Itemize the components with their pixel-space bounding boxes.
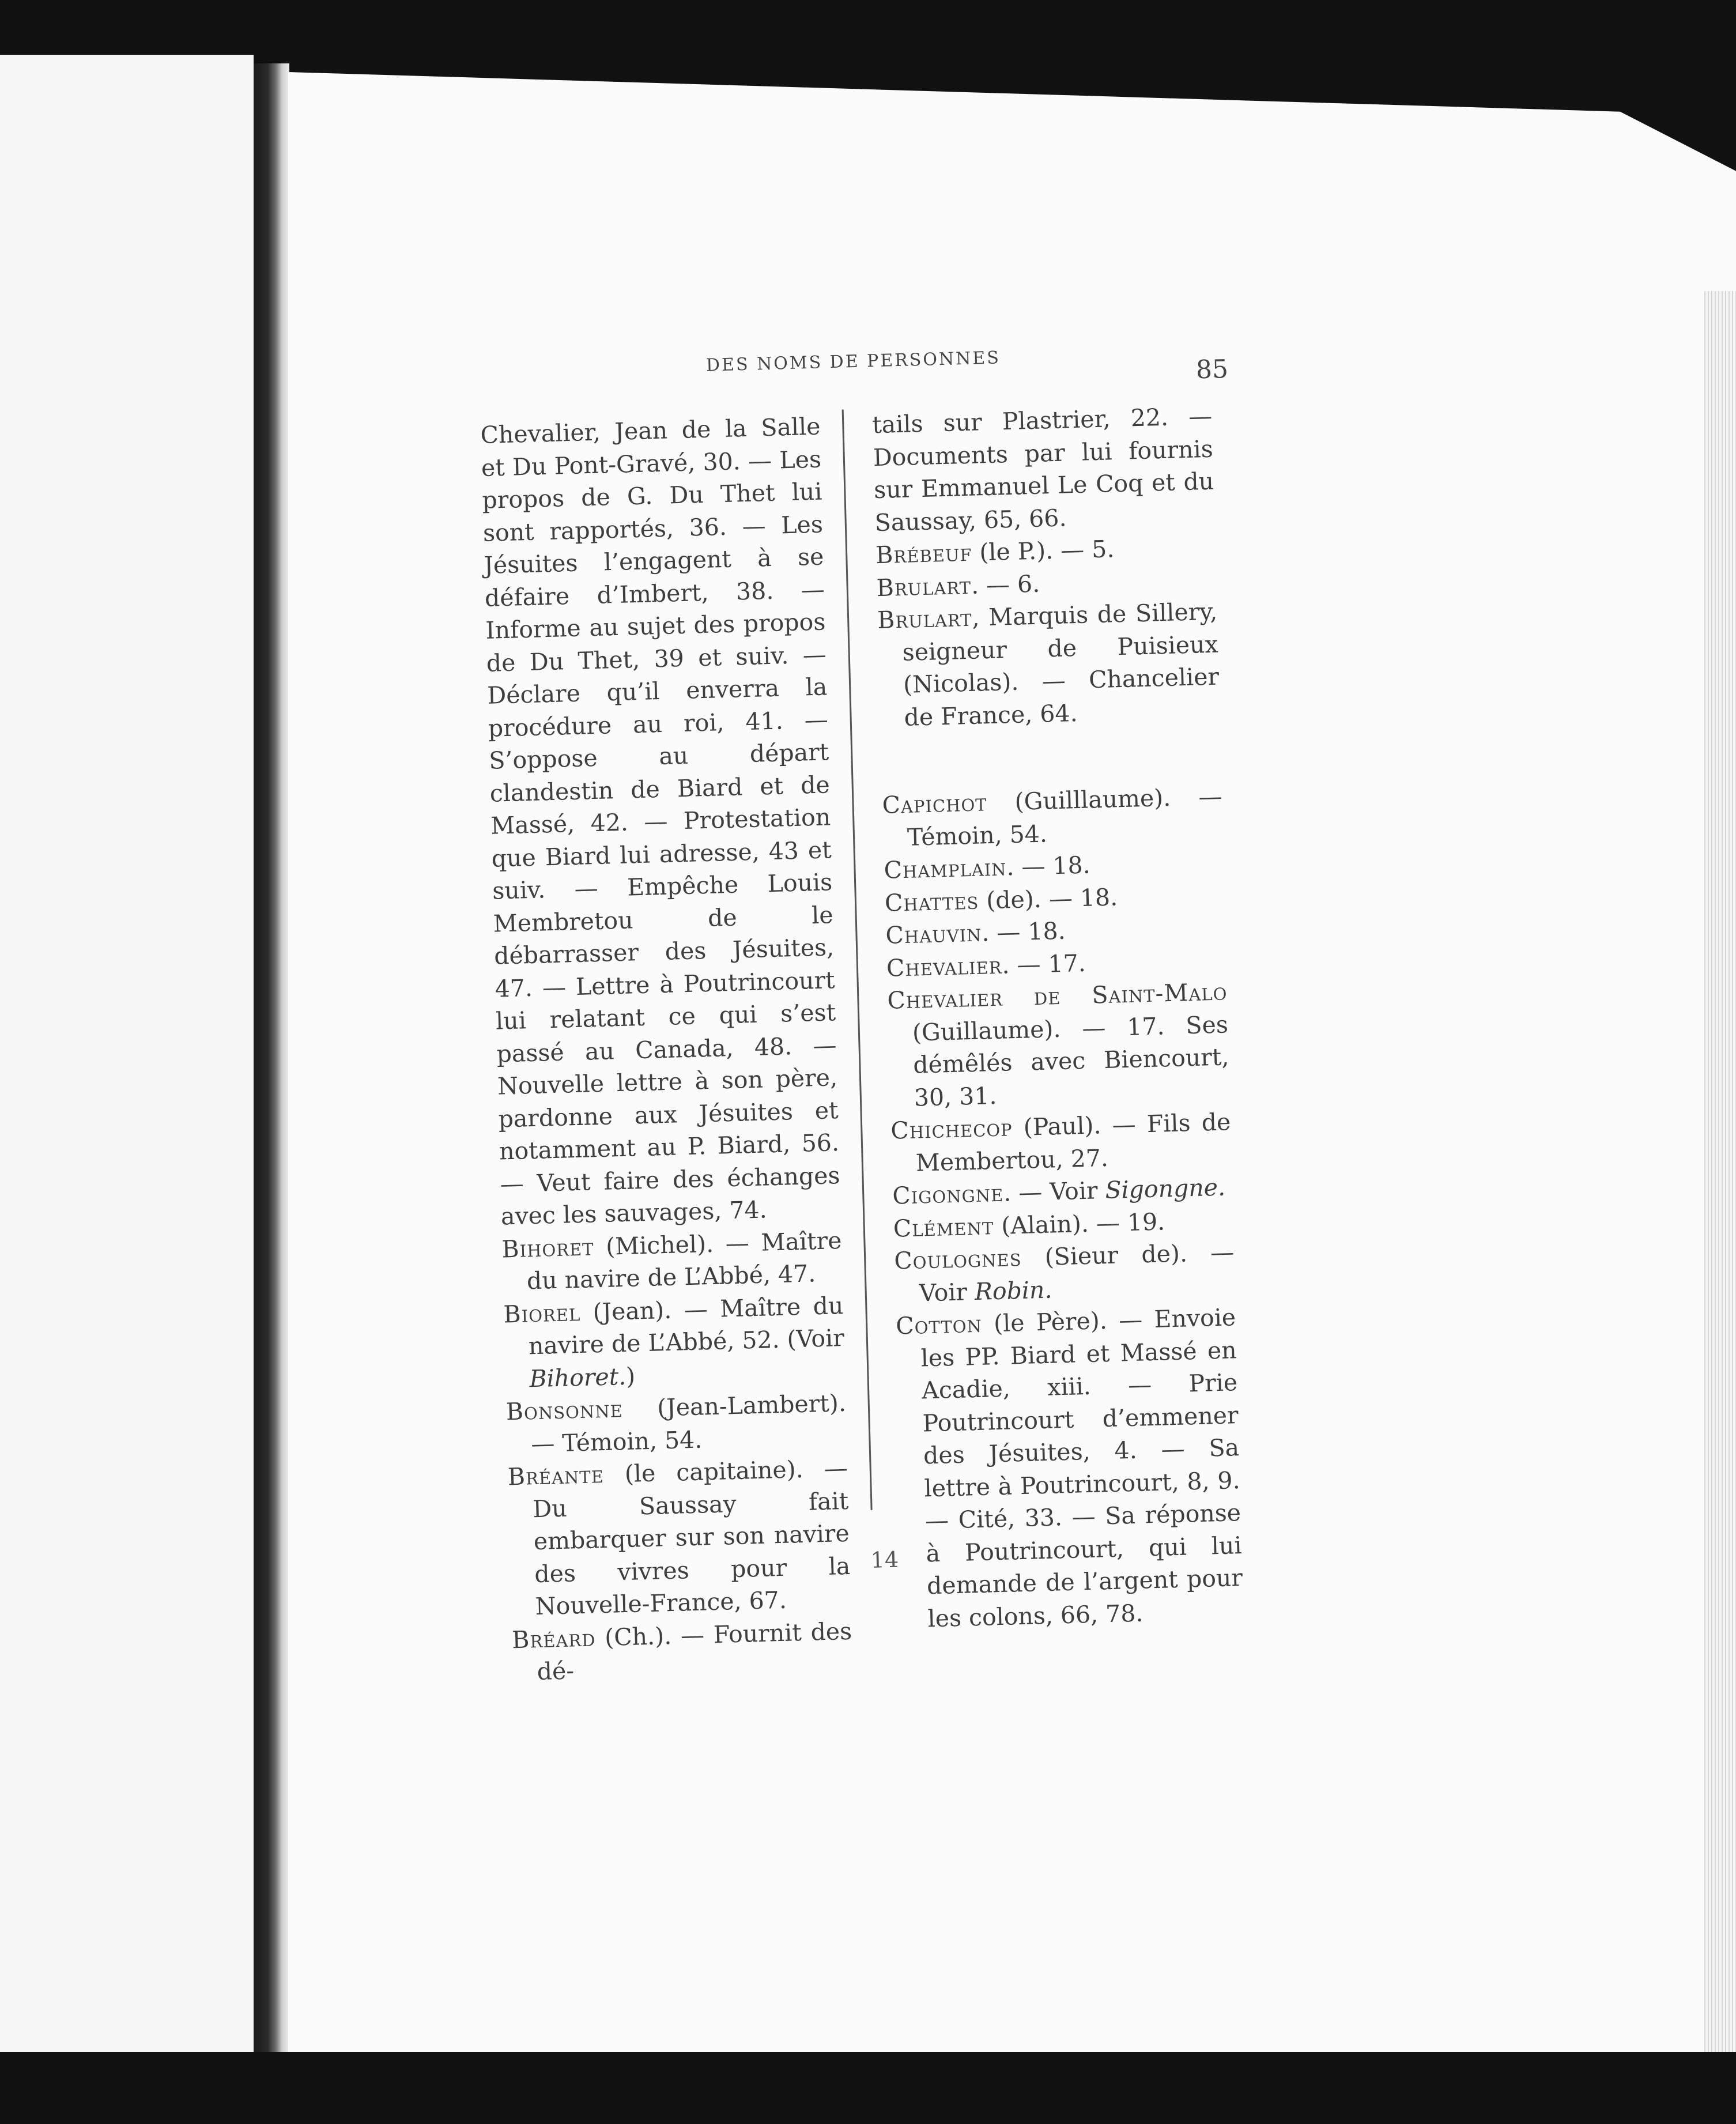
entry-name: Chevalier (886, 951, 1003, 982)
index-entry (480, 410, 841, 1233)
entry-name: Biorel (503, 1298, 581, 1328)
entry-text: tails sur Plastrier, 22. — Documents par lui fournis sur Emmanuel Le Coq et du Saussay, 65, 66. (871, 402, 1214, 537)
index-entry (877, 595, 1220, 734)
entry-text: (Jean-Lambert). — Témoin, 54. (530, 1389, 847, 1458)
entry-name: Bihoret (501, 1232, 595, 1263)
index-entry (503, 1289, 846, 1396)
entry-text: (Ch.). — Fournit des dé- (537, 1617, 852, 1686)
entry-name: Capichot (881, 789, 988, 819)
entry-reference: Bihoret. (529, 1362, 627, 1393)
index-entry (887, 975, 1231, 1114)
entry-text: (Guilllaume). — Témoin, 54. (907, 782, 1223, 851)
entry-text: (Guillaume). — 17. Ses démêlés avec Biencourt, 30, 31. (912, 1010, 1229, 1112)
entry-reference: Sigongne. (1104, 1173, 1226, 1205)
page-content (478, 342, 1261, 1686)
entry-name: Bréante (507, 1460, 605, 1491)
entry-text: (le Père). — Envoie les PP. Biard et Massé en Acadie, xiii. — Prie Poutrincourt d’emmener des Jésuites, 4. — Sa lettre à Poutrincourt, 8, 9. — Cité, 33. — Sa réponse à Poutrincourt, qui lui demande de l’argent pour les colons, 66, 78. (920, 1303, 1243, 1632)
entry-name: Chichecop (890, 1114, 1013, 1145)
index-column-left (480, 410, 853, 1689)
entry-text: (Jean). — Maître du navire de L’Abbé, 52. (Voir (528, 1291, 845, 1360)
index-entry (501, 1224, 843, 1298)
entry-name: Coulognes (893, 1243, 1022, 1275)
entry-text: (Sieur de). — Voir (919, 1238, 1235, 1307)
entry-name: Chattes (884, 886, 979, 917)
entry-text: (de). — 18. (978, 882, 1118, 915)
entry-name: Bréard (511, 1623, 597, 1654)
entry-name: Chevalier de Saint-Malo (886, 978, 1228, 1014)
page-edges (1704, 291, 1736, 2124)
index-entry (896, 1301, 1244, 1635)
facing-page (0, 55, 254, 2052)
entry-text: Chevalier, Jean de la Salle et Du Pont-Gravé, 30. — Les propos de G. Du Thet lui sont rapportés, 36. — Les Jésuites l’engagent à se défaire d’Imbert, 38. — Informe au sujet des propos de Du Thet, 39 et suiv. — Déclare qu’il enverra la procédure au roi, 41. — S’oppose au départ clandestin de Biard et de Massé, 42. — Protestation que Biard lui adresse, 43 et suiv. — Empêche Louis Membretou de le débarrasser des Jésuites, 47. — Lettre à Poutrincourt lui relatant ce qui s’est passé au Canada, 48. — Nouvelle lettre à son père, pardonne aux Jésuites et notamment au P. Biard, 56. — Veut faire des échanges avec les sauvages, 74. (480, 412, 841, 1231)
entry-reference: Robin. (974, 1276, 1052, 1306)
index-entry (882, 780, 1224, 854)
section-gap (880, 726, 1221, 789)
entry-name: Brulart (877, 603, 973, 635)
entry-name: Cigongne (892, 1179, 1004, 1210)
entry-name: Chauvin (885, 919, 982, 949)
index-entry (507, 1452, 851, 1624)
index-entry (890, 1106, 1232, 1179)
book-gutter (254, 63, 289, 2052)
index-entry (872, 400, 1216, 539)
running-head: DES NOMS DE PERSONNES (705, 348, 1001, 376)
entry-text: (Michel). — Maître du navire de L’Abbé, 47. (526, 1226, 842, 1295)
entry-name: Brulart (876, 571, 972, 602)
entry-text: (Paul). — Fils de Membertou, 27. (915, 1108, 1231, 1177)
entry-text: . — 6. (971, 569, 1040, 599)
page-number: 85 (1195, 354, 1229, 385)
column-rule (842, 409, 873, 1510)
entry-text: . — 18. (1006, 851, 1091, 881)
entry-name: Cotton (895, 1310, 983, 1340)
signature-mark: 14 (870, 1546, 899, 1573)
entry-name: Bonsonne (505, 1395, 624, 1426)
entry-text: . — Voir (1003, 1176, 1106, 1207)
entry-text: (Alain). — 19. (993, 1207, 1165, 1240)
entry-text: . — 18. (981, 916, 1066, 947)
index-entry (894, 1236, 1236, 1310)
entry-name: Clément (893, 1212, 994, 1243)
index-column-right (872, 400, 1244, 1636)
entry-name: Brébeuf (875, 538, 973, 569)
index-entry (505, 1387, 847, 1461)
entry-text: (le capitaine). — Du Saussay fait embarquer sur son navire des vivres pour la Nouvelle-France, 67. (532, 1454, 851, 1621)
entry-suffix: ) (625, 1362, 636, 1390)
index-entry (512, 1614, 854, 1688)
entry-name: Champlain (883, 853, 1007, 884)
entry-text: , Marquis de Sillery, seigneur de Puisieux (Nicolas). — Chancelier de France, 64. (902, 597, 1220, 731)
entry-text: (le P.). — 5. (971, 535, 1115, 567)
entry-text: . — 17. (1001, 949, 1086, 979)
